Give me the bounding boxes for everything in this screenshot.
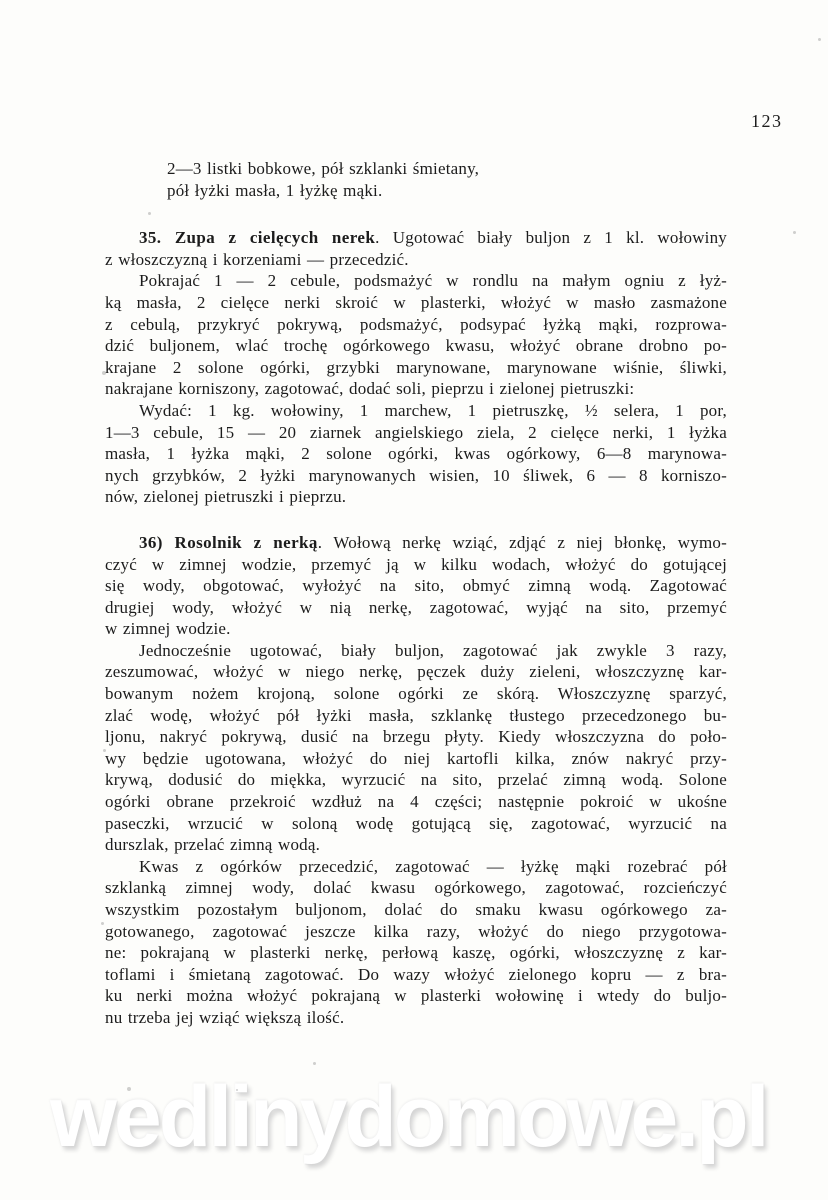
text-line: ne: pokrajaną w plasterki nerkę, perłową kaszę, ogórki, włoszczyznę z kar-: [105, 943, 727, 963]
text-line: czyć w zimnej wodzie, przemyć ją w kilku wodach, włożyć do gotującej: [105, 554, 727, 574]
recipe-36-paragraph-2: [105, 856, 727, 1029]
text-line: się wody, obgotować, wyłożyć na sito, obmyć zimną wodą. Zagotować: [105, 576, 727, 596]
recipe-36-section: [105, 532, 727, 1029]
scan-speck: [818, 38, 821, 41]
text-line: dzić buljonem, wlać trochę ogórkowego kwasu, włożyć obrane drobno po-: [105, 336, 727, 356]
text-line: drugiej wody, włożyć w nią nerkę, zagotować, wyjąć na sito, przemyć: [105, 597, 727, 617]
recipe-36-paragraph-1: [105, 640, 727, 856]
site-watermark: wedlinydomowe.pl: [50, 1069, 767, 1165]
text-line: Pokrajać 1 — 2 cebule, podsmażyć w rondlu na małym ogniu z łyż-: [139, 271, 727, 291]
text-line: Wydać: 1 kg. wołowiny, 1 marchew, 1 pietruszkę, ½ selera, 1 por,: [139, 400, 727, 420]
text-line: paseczki, wrzucić w soloną wodę gotującą się, zagotować, wyrzucić na: [105, 813, 727, 833]
recipe-35-paragraph-1: [105, 270, 727, 400]
recipe-35-title: 35. Zupa z cielęcych nerek: [139, 228, 376, 248]
recipe-35-heading-line: [105, 227, 727, 249]
text-line: bowanym nożem krojoną, solone ogórki ze skórą. Włoszczyznę sparzyć,: [105, 684, 727, 704]
recipe-35-section: [105, 227, 727, 508]
scan-speck: [148, 212, 151, 215]
text-line: wy będzie ugotowana, włożyć do niej kartofli kilka, znów nakryć przy-: [105, 748, 727, 768]
text-line: z cebulą, przykryć pokrywą, podsmażyć, podsypać łyżką mąki, rozprowa-: [105, 314, 727, 334]
text-line: zlać wodę, włożyć pół łyżki masła, szklankę tłustego przecedzonego bu-: [105, 705, 727, 725]
page-body-text: [105, 158, 727, 1029]
scan-speck: [793, 231, 796, 234]
recipe-36-heading-line: [105, 532, 727, 554]
recipe-36-title: 36) Rosolnik z nerką: [139, 532, 318, 552]
scan-speck: [236, 1089, 238, 1091]
text-line: krywą, dodusić do miękka, wyrzucić na sito, przelać zimną wodą. Solone: [105, 770, 727, 790]
text-line: Kwas z ogórków przecedzić, zagotować — łyżkę mąki rozebrać pół: [139, 856, 727, 876]
scan-speck: [127, 1087, 131, 1091]
scan-speck: [103, 749, 106, 752]
recipe-35-title-rest: . Ugotować biały buljon z 1 kl. wołowiny: [375, 228, 727, 248]
recipe-36-heading-continuation: [105, 554, 727, 640]
text-line: toflami i śmietaną zagotować. Do wazy włożyć zielonego kopru — z bra-: [105, 964, 727, 984]
text-line: masła, 1 łyżka mąki, 2 solone ogórki, kwas ogórkowy, 6—8 marynowa-: [105, 444, 727, 464]
text-line: pół łyżki masła, 1 łyżkę mąki.: [167, 180, 383, 200]
page-number: 123: [751, 111, 783, 131]
text-line: gotowanego, zagotować jeszcze kilka razy, włożyć do niego przygotowa-: [105, 921, 727, 941]
text-line: durszlak, przelać zimną wodą.: [105, 835, 321, 855]
intro-ingredient-lines: [167, 158, 727, 201]
text-line: nu trzeba jej wziąć większą ilość.: [105, 1007, 345, 1027]
text-line: szklanką zimnej wody, dolać kwasu ogórkowego, zagotować, rozcieńczyć: [105, 878, 727, 898]
text-line: 2—3 listki bobkowe, pół szklanki śmietany,: [167, 159, 480, 178]
text-line: ljonu, nakryć pokrywą, dusić na brzegu płyty. Kiedy włoszczyzna do poło-: [105, 727, 727, 747]
text-line: w zimnej wodzie.: [105, 619, 231, 639]
text-line: zeszumować, włożyć w niego nerkę, pęczek duży zieleni, włoszczyznę kar-: [105, 662, 727, 682]
text-line: 1—3 cebule, 15 — 20 ziarnek angielskiego ziela, 2 cielęce nerki, 1 łyżka: [105, 422, 727, 442]
text-line: wszystkim pozostałym buljonom, dolać do smaku kwasu ogórkowego za-: [105, 900, 727, 919]
text-line: Jednocześnie ugotować, biały buljon, zagotować jak zwykle 3 razy,: [139, 640, 727, 660]
text-line: ku nerki można włożyć pokrajaną w plasterki wołowinę i wtedy do buljo-: [105, 986, 727, 1006]
text-line: krajane 2 solone ogórki, grzybki marynowane, marynowane wiśnie, śliwki,: [105, 357, 727, 377]
recipe-35-paragraph-2: [105, 400, 727, 508]
text-line: z włoszczyzną i korzeniami — przecedzić.: [105, 249, 409, 269]
text-line: nakrajane korniszony, zagotować, dodać soli, pieprzu i zielonej pietruszki:: [105, 379, 635, 399]
scan-speck: [313, 1062, 316, 1065]
text-line: nów, zielonej pietruszki i pieprzu.: [105, 487, 347, 507]
text-line: ogórki obrane przekroić wzdłuż na 4 części; następnie pokroić w ukośne: [105, 792, 727, 812]
text-line: nych grzybków, 2 łyżki marynowanych wisien, 10 śliwek, 6 — 8 korniszo-: [105, 465, 727, 485]
text-line: ką masła, 2 cielęce nerki skroić w plasterki, włożyć w masło zasmażone: [105, 292, 727, 312]
scan-speck: [102, 371, 106, 375]
recipe-36-title-rest: . Wołową nerkę wziąć, zdjąć z niej błonkę, wymo-: [317, 532, 727, 552]
recipe-35-heading-continuation: [105, 249, 727, 271]
scan-speck: [101, 922, 104, 925]
